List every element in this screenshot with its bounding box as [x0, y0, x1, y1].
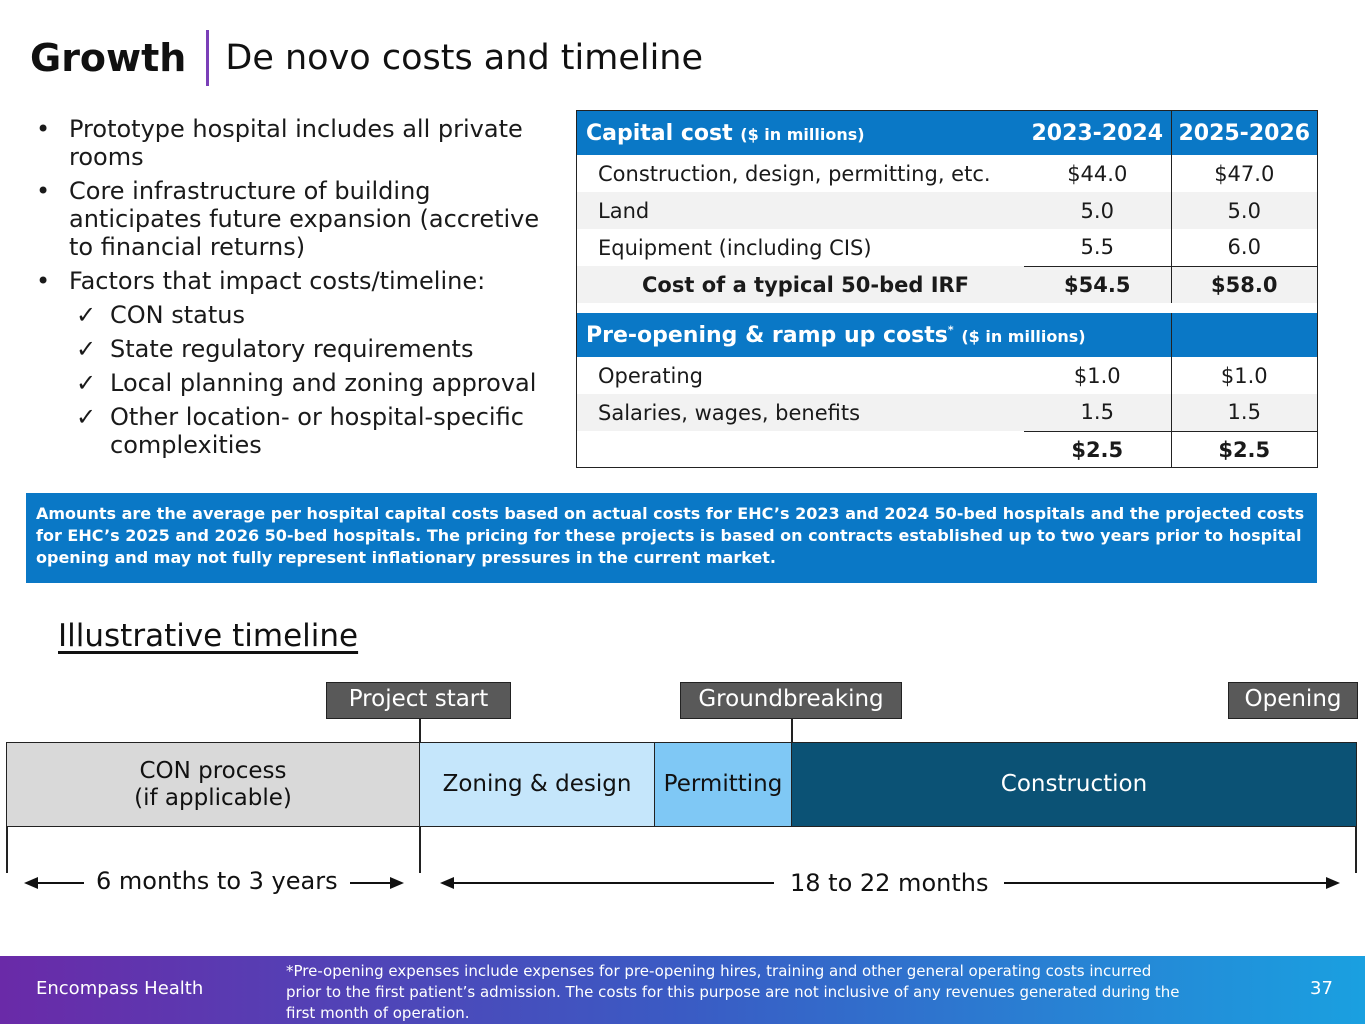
check-icon: ✓: [76, 301, 97, 329]
row-label: Construction, design, permitting, etc.: [598, 161, 991, 186]
preopening-total-row: [577, 431, 1317, 468]
total-label: Cost of a typical 50-bed IRF: [642, 272, 970, 297]
row-value: $1.0: [1024, 357, 1171, 394]
check-icon: ✓: [76, 369, 97, 397]
milestone-connector: [419, 719, 421, 743]
preopening-header: [577, 313, 1317, 357]
span-tick: [1355, 827, 1357, 873]
page-title: Growth: [30, 36, 187, 80]
footer-footnote: *Pre-opening expenses include expenses for pre-opening hires, training and other general operating costs incurred prior to the first patient’s admission. The costs for this purpose are not inclusive of any revenues generated during the first month of operation.: [286, 962, 1180, 1022]
check-text: State regulatory requirements: [110, 335, 474, 363]
timeline-title: Illustrative timeline: [58, 618, 359, 654]
row-value: 6.0: [1227, 235, 1261, 260]
row-value: 5.0: [1024, 192, 1171, 229]
footnote-asterisk: *: [947, 323, 954, 337]
preopening-label: Pre-opening & ramp up costs: [586, 322, 948, 348]
page-title-bar: [30, 28, 703, 88]
table-row: [577, 357, 1317, 394]
milestone-connector: [791, 719, 793, 743]
milestone-project-start: Project start: [326, 682, 511, 719]
bullet-item: [36, 177, 566, 261]
check-icon: ✓: [76, 403, 97, 431]
bullet-item: [36, 115, 566, 171]
table-row: [577, 155, 1317, 192]
bullet-list: [36, 115, 566, 465]
row-label: Operating: [598, 363, 703, 388]
total-value: $58.0: [1171, 266, 1317, 303]
title-divider: [206, 30, 209, 86]
milestone-groundbreaking: Groundbreaking: [680, 682, 902, 719]
check-text: Other location- or hospital-specific complexities: [110, 403, 524, 459]
preopening-unit: ($ in millions): [961, 326, 1086, 346]
span-tick: [6, 827, 8, 873]
table-spacer: [577, 303, 1317, 313]
total-value: $2.5: [1024, 431, 1171, 468]
table-row: [577, 192, 1317, 229]
check-item: [76, 369, 566, 397]
row-label: Salaries, wages, benefits: [577, 394, 1024, 431]
bullet-marker: •: [36, 267, 51, 295]
phase-con-line1: CON process: [139, 757, 287, 784]
check-item: [76, 335, 566, 363]
bullet-marker: •: [36, 177, 51, 205]
row-value: 1.5: [1171, 394, 1317, 431]
total-value: $54.5: [1024, 266, 1171, 303]
row-value: 1.5: [1024, 394, 1171, 431]
span-tick: [419, 827, 421, 873]
table-row: [577, 394, 1317, 431]
page-subtitle: De novo costs and timeline: [225, 38, 704, 78]
bullet-item: [36, 267, 566, 295]
check-item: [76, 403, 566, 459]
row-value: $47.0: [1214, 161, 1275, 186]
arrow-right-icon: [390, 877, 404, 889]
row-value: $1.0: [1220, 363, 1268, 388]
cost-table: [576, 110, 1318, 468]
disclaimer-note: Amounts are the average per hospital capital costs based on actual costs for EHC’s 2023 and 2024 50-bed hospitals and the projected costs for EHC’s 2025 and 2026 50-bed hospitals. The pricing for these projects is based on contracts established up to two years prior to hospital opening and may not fully represent inflationary pressures in the current market.: [26, 493, 1317, 583]
capital-cost-label: Capital cost: [586, 120, 733, 146]
column-header-2025-2026: 2025-2026: [1171, 111, 1317, 155]
footer: [0, 956, 1365, 1024]
phase-construction: Construction: [791, 742, 1357, 827]
footer-brand: Encompass Health: [36, 978, 204, 999]
column-header-2023-2024: 2023-2024: [1024, 111, 1171, 155]
bullet-text: Prototype hospital includes all private rooms: [69, 115, 523, 171]
check-text: CON status: [110, 301, 245, 329]
check-item: [76, 301, 566, 329]
span-label-second: 18 to 22 months: [774, 869, 1004, 897]
page-number: 37: [1310, 978, 1333, 999]
row-value: $44.0: [1024, 155, 1171, 192]
row-value: 5.5: [1024, 229, 1171, 266]
bullet-text: Core infrastructure of building anticipates future expansion (accretive to financial returns): [69, 177, 540, 261]
total-value: $2.5: [1171, 431, 1317, 468]
row-label: Equipment (including CIS): [598, 235, 872, 260]
bullet-text: Factors that impact costs/timeline:: [69, 267, 486, 295]
span-label-first: 6 months to 3 years: [84, 867, 350, 895]
bullet-marker: •: [36, 115, 51, 143]
milestone-opening: Opening: [1228, 682, 1358, 719]
phase-con-line2: (if applicable): [134, 784, 292, 811]
arrow-right-icon: [1326, 877, 1340, 889]
phase-zoning-design: Zoning & design: [419, 742, 655, 827]
capital-cost-unit: ($ in millions): [740, 124, 865, 144]
check-text: Local planning and zoning approval: [110, 369, 537, 397]
capital-cost-header: [577, 111, 1317, 155]
row-value: 5.0: [1171, 192, 1317, 229]
row-label: Land: [577, 192, 1024, 229]
phase-con-process: [6, 742, 420, 827]
phase-permitting: Permitting: [654, 742, 792, 827]
table-row: [577, 229, 1317, 266]
check-icon: ✓: [76, 335, 97, 363]
capital-total-row: [577, 266, 1317, 303]
